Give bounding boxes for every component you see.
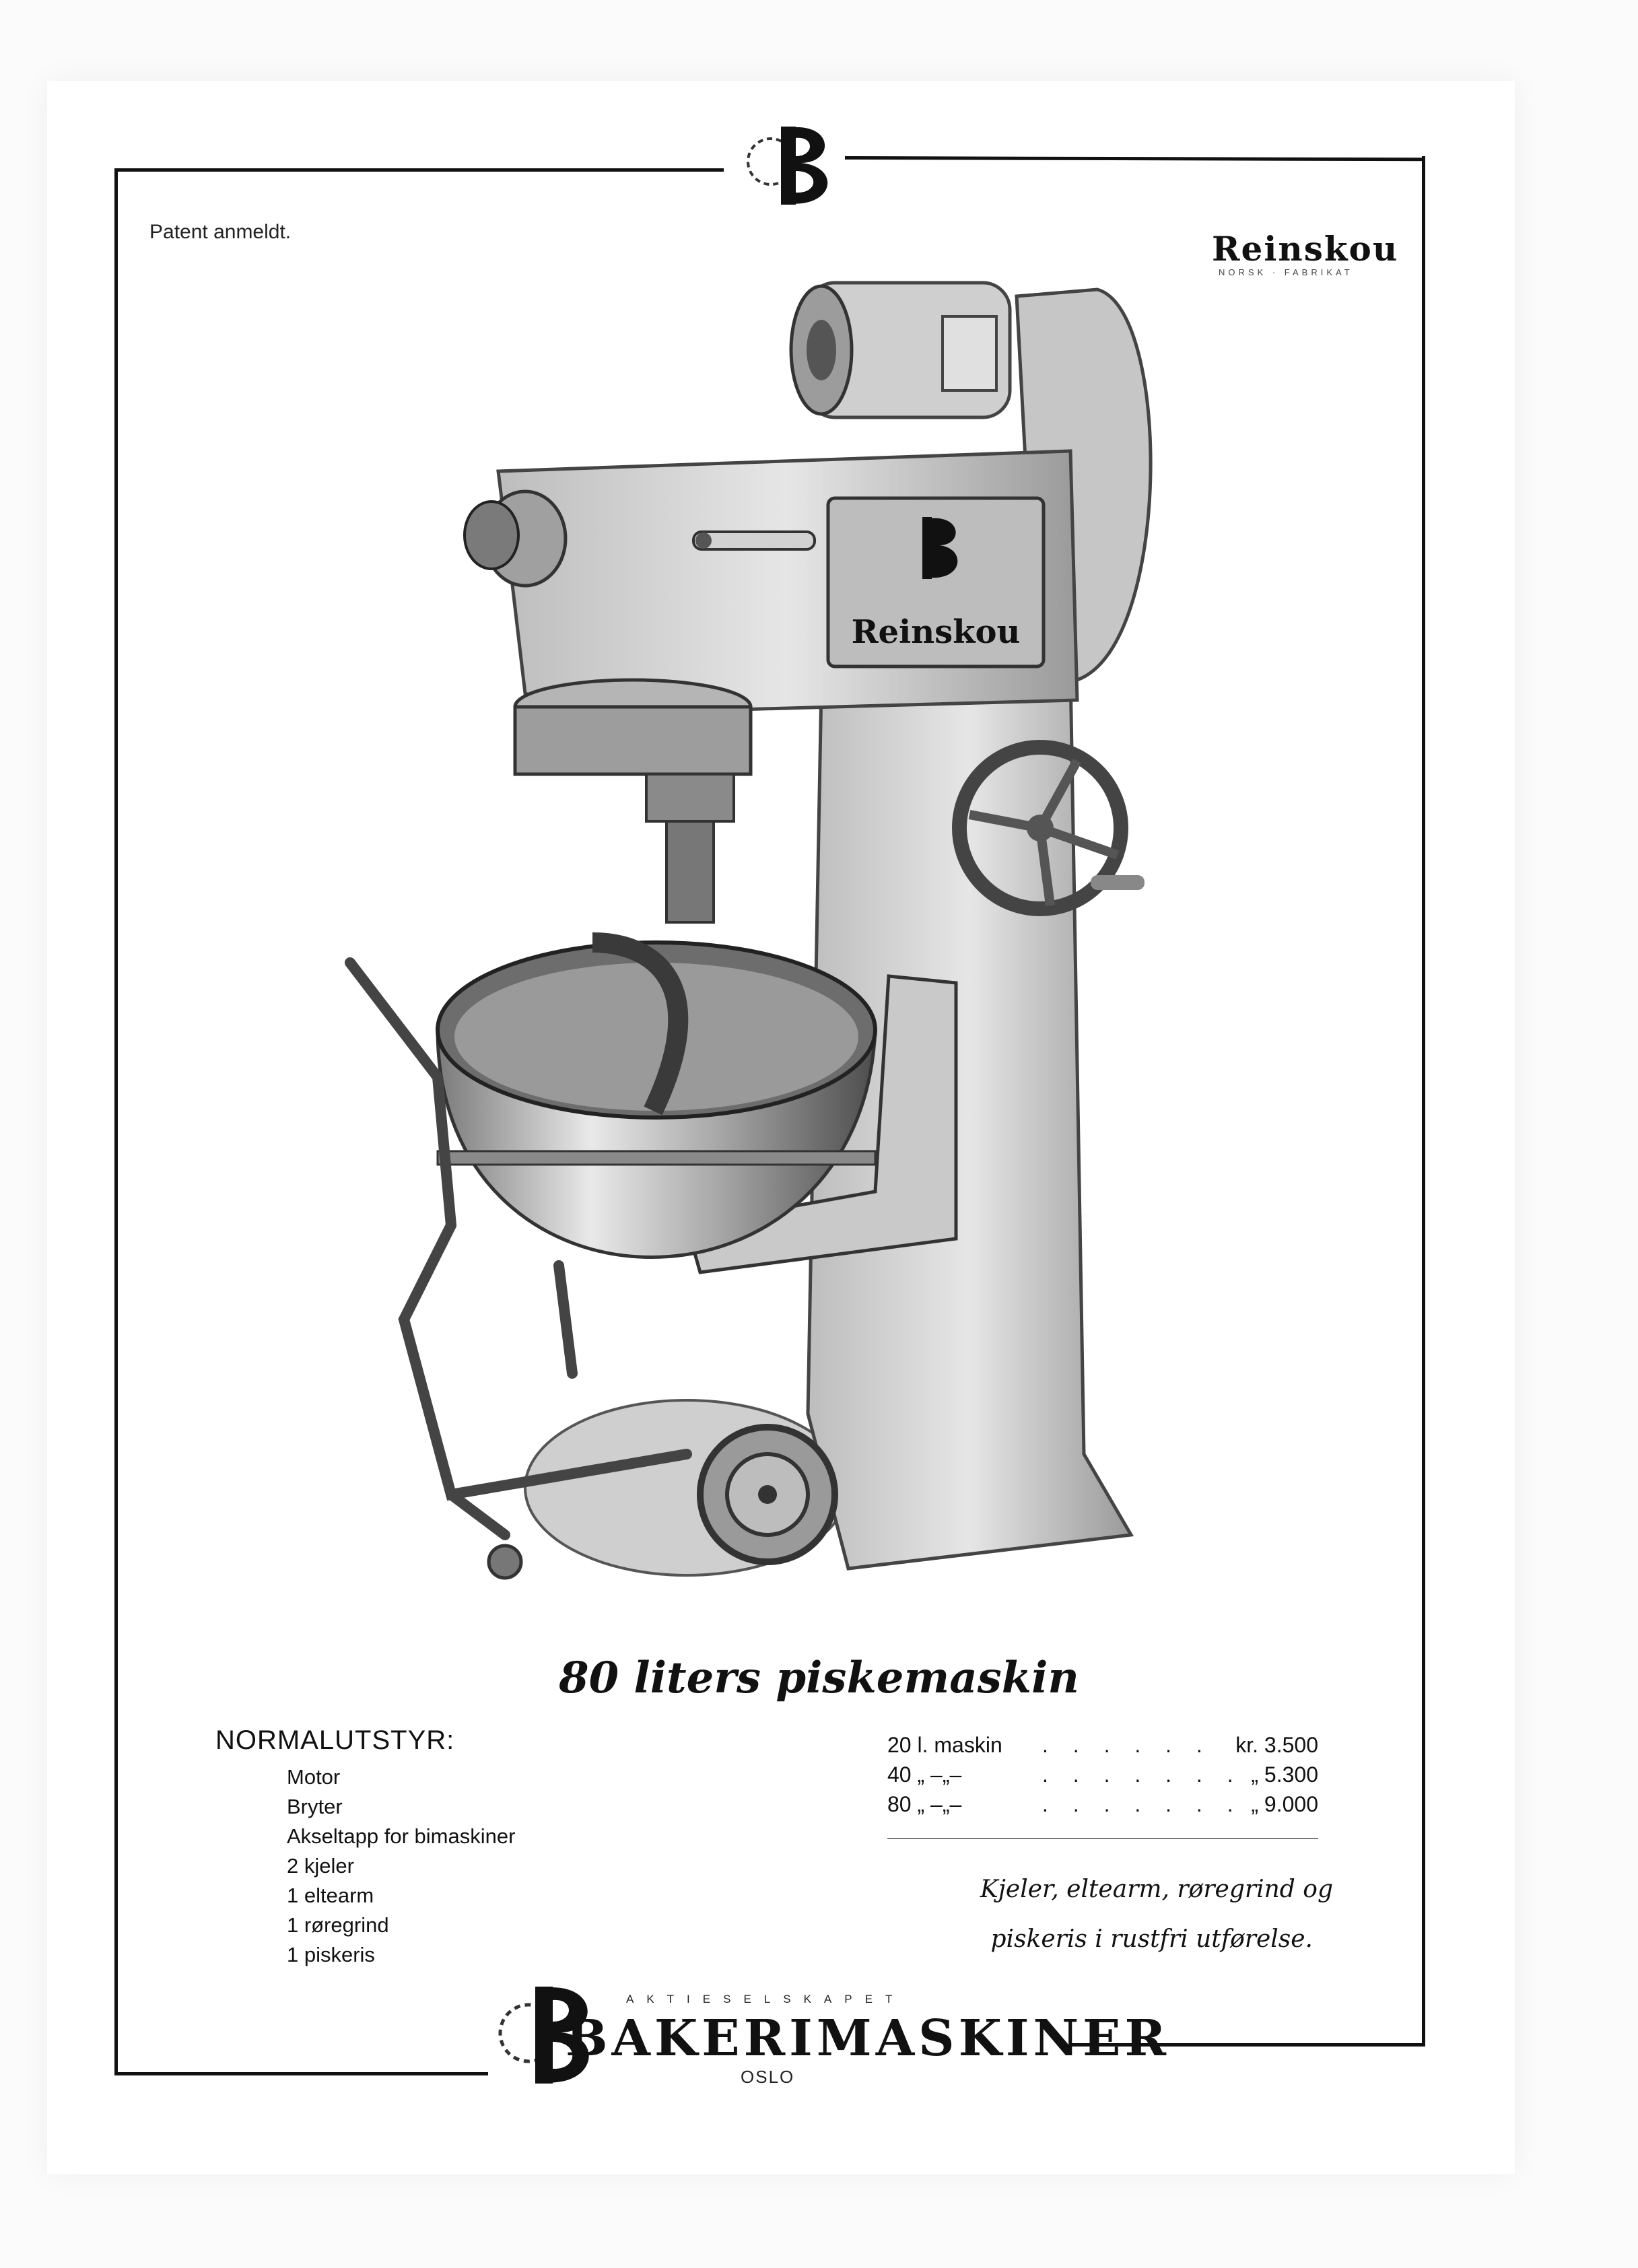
leader-dots: . . . . . . .	[1042, 1792, 1243, 1816]
equipment-item: 1 røregrind	[287, 1913, 389, 1937]
trolley-caster	[489, 1546, 521, 1578]
mixer-machine-illustration	[337, 269, 1178, 1663]
price-row	[887, 1760, 1318, 1789]
price-value: kr. 3.500	[1235, 1733, 1318, 1757]
brand-name: Reinskou	[1212, 229, 1399, 269]
equipment-item: 2 kjeler	[287, 1854, 354, 1878]
equipment-heading: NORMALUTSTYR:	[215, 1725, 455, 1755]
price-row	[887, 1789, 1318, 1819]
price-label: 80 „ –„–	[887, 1792, 962, 1816]
price-list	[887, 1730, 1318, 1819]
frame-bottom-left	[114, 2072, 488, 2075]
svg-text:Reinskou: Reinskou	[851, 613, 1021, 651]
trolley-wheel	[700, 1427, 835, 1562]
material-note	[882, 1865, 1333, 1964]
motor	[791, 283, 1010, 417]
b-emblem-logo	[734, 114, 842, 215]
material-note-line: Kjeler, eltearm, røregrind og	[980, 1876, 1333, 1903]
name-plate	[828, 498, 1044, 666]
equipment-item: Akseltapp for bimaskiner	[287, 1824, 516, 1848]
equipment-item: Motor	[287, 1765, 341, 1789]
price-row	[887, 1730, 1318, 1760]
company-prefix: AKTIESELSKAPET	[626, 1993, 906, 2005]
price-label: 40 „ –„–	[887, 1762, 962, 1787]
equipment-list	[287, 1762, 515, 1970]
brand-subtitle: NORSK · FABRIKAT	[1219, 267, 1353, 277]
spindle	[515, 680, 751, 922]
frame-right	[1422, 156, 1425, 2044]
brand-mark	[1212, 229, 1399, 286]
price-value: „ 5.300	[1251, 1762, 1318, 1787]
leader-dots: . . . . . .	[1042, 1733, 1212, 1757]
frame-left	[114, 168, 118, 2073]
frame-top-left	[114, 168, 724, 172]
equipment-item: 1 piskeris	[287, 1943, 375, 1966]
price-label: 20 l. maskin	[887, 1733, 1002, 1757]
leader-dots: . . . . . . .	[1042, 1762, 1243, 1787]
material-note-line: piskeris i rustfri utførelse.	[990, 1925, 1313, 1953]
patent-note: Patent anmeldt.	[149, 221, 292, 243]
product-caption: 80 liters piskemaskin	[559, 1653, 1079, 1703]
company-name: BAKERIMASKINER	[566, 2009, 1171, 2067]
price-divider	[887, 1838, 1318, 1839]
equipment-item: Bryter	[287, 1795, 343, 1818]
company-city: OSLO	[741, 2067, 795, 2087]
equipment-item: 1 eltearm	[287, 1884, 374, 1907]
price-value: „ 9.000	[1251, 1792, 1318, 1816]
